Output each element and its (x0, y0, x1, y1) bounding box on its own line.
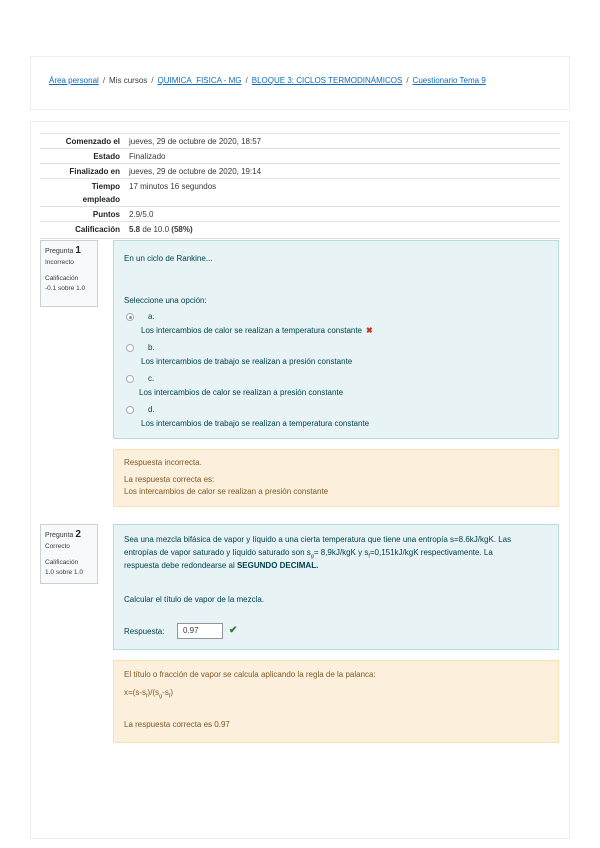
radio-icon[interactable] (126, 344, 134, 352)
breadcrumb-course-link[interactable]: QUIMICA_FISICA - MG (157, 76, 242, 85)
grade-of: de 10.0 (142, 225, 170, 234)
question-text-line-1: Sea una mezcla bifásica de vapor y líquido a una cierta temperatura que tiene una entropía s=8.6kJ/kgK. Las (124, 535, 512, 544)
question-prompt: En un ciclo de Rankine... (124, 254, 213, 263)
question-1-formulation (113, 240, 559, 439)
incorrect-x-icon: ✖ (366, 326, 373, 335)
summary-value (129, 225, 193, 234)
breadcrumb-separator: / (245, 76, 248, 85)
text-part: respuesta debe redondearse al (124, 561, 237, 570)
question-number-value: 1 (75, 245, 81, 256)
feedback-correct: La respuesta correcta es 0.97 (124, 720, 230, 729)
question-number (45, 529, 93, 540)
subscript: f (146, 693, 148, 700)
select-label: Seleccione una opción: (124, 296, 207, 305)
answer-row (124, 625, 238, 636)
breadcrumb-my-courses: Mis cursos (109, 76, 148, 85)
summary-label: Estado (93, 152, 120, 161)
question-grade (45, 558, 93, 578)
grade-label: Calificación (45, 275, 79, 282)
subscript: g (310, 553, 314, 560)
option-text: Los intercambios de trabajo se realizan a presión constante (141, 357, 353, 366)
grade-label: Calificación (45, 559, 79, 566)
option-letter: a. (148, 312, 155, 321)
question-number (45, 245, 93, 256)
summary-value: jueves, 29 de octubre de 2020, 18:57 (129, 137, 262, 146)
radio-selected-icon[interactable] (126, 313, 134, 321)
breadcrumb-section-link[interactable]: BLOQUE 3: CICLOS TERMODINÁMICOS (251, 76, 403, 85)
summary-row-finished (40, 163, 560, 178)
summary-row-time (40, 178, 560, 206)
breadcrumb-separator: / (406, 76, 409, 85)
summary-row-started (40, 133, 560, 148)
feedback-title: Respuesta incorrecta. (124, 458, 202, 467)
summary-value: 17 minutos 16 segundos (129, 182, 217, 191)
breadcrumb-card (30, 56, 570, 110)
option-letter: d. (148, 405, 155, 414)
question-text-line-2 (124, 548, 493, 560)
feedback-correct-value: Los intercambios de calor se realizan a presión constante (124, 487, 329, 496)
option-text (141, 326, 373, 335)
question-2-feedback (113, 660, 559, 743)
summary-label: Tiempo (91, 182, 120, 191)
question-label: Pregunta (45, 532, 74, 539)
feedback-correct-label: La respuesta correcta es: (124, 475, 215, 484)
correct-check-icon: ✔ (229, 625, 238, 636)
grade-value: -0.1 sobre 1.0 (45, 285, 86, 292)
option-text-value: Los intercambios de calor se realizan a temperatura constante (141, 326, 363, 335)
option-text: Los intercambios de trabajo se realizan a temperatura constante (141, 419, 370, 428)
summary-label: Comenzado el (65, 137, 120, 146)
question-2-info (40, 524, 98, 584)
question-grade (45, 274, 93, 294)
breadcrumb-home-link[interactable]: Área personal (49, 76, 99, 85)
summary-row-state (40, 148, 560, 163)
question-number-value: 2 (75, 529, 81, 540)
question-2-formulation (113, 524, 559, 650)
subscript: g (159, 693, 163, 700)
text-part: entropías de vapor saturado y líquido saturado son s (124, 548, 311, 557)
summary-label: Puntos (92, 210, 120, 219)
question-state: Correcto (45, 543, 70, 550)
grade-score: 5.8 (129, 225, 141, 234)
summary-label: Calificación (75, 225, 120, 234)
breadcrumb-quiz-link[interactable]: Cuestionario Tema 9 (412, 76, 486, 85)
grade-percent: (58%) (171, 225, 193, 234)
text-part: = 8,9kJ/kgK y s (313, 548, 369, 557)
option-letter: c. (148, 374, 155, 383)
radio-icon[interactable] (126, 406, 134, 414)
question-state: Incorrecto (45, 259, 74, 266)
option-letter: b. (148, 343, 155, 352)
question-1-info (40, 240, 98, 307)
option-text: Los intercambios de calor se realizan a presión constante (139, 388, 344, 397)
grade-value: 1.0 sobre 1.0 (45, 569, 83, 576)
summary-label: empleado (82, 195, 120, 204)
text-emphasis: SEGUNDO DECIMAL. (236, 561, 319, 570)
breadcrumb-separator: / (151, 76, 154, 85)
breadcrumb-separator: / (102, 76, 106, 85)
summary-label: Finalizado en (69, 167, 120, 176)
summary-value: Finalizado (129, 152, 166, 161)
question-text-line-3 (124, 561, 318, 570)
feedback-title: El título o fracción de vapor se calcula aplicando la regla de la palanca: (124, 670, 376, 679)
breadcrumb (49, 76, 486, 85)
attempt-summary-table (40, 133, 560, 239)
radio-icon[interactable] (126, 375, 134, 383)
summary-row-grade (40, 221, 560, 239)
question-1-feedback (113, 449, 559, 507)
subscript: f (168, 693, 171, 700)
question-task: Calcular el título de vapor de la mezcla. (124, 595, 265, 604)
summary-row-points (40, 206, 560, 221)
question-label: Pregunta (45, 248, 74, 255)
answer-input[interactable]: 0.97 (177, 623, 223, 639)
summary-value: 2.9/5.0 (129, 210, 154, 219)
feedback-formula: $x=(s-s_f)/(s_g-s_f)$ (124, 688, 174, 700)
subscript: f (368, 553, 370, 560)
summary-value: jueves, 29 de octubre de 2020, 19:14 (129, 167, 262, 176)
text-part: =0,151kJ/kgK respectivamente. La (369, 548, 493, 557)
answer-label: Respuesta: (124, 627, 165, 636)
